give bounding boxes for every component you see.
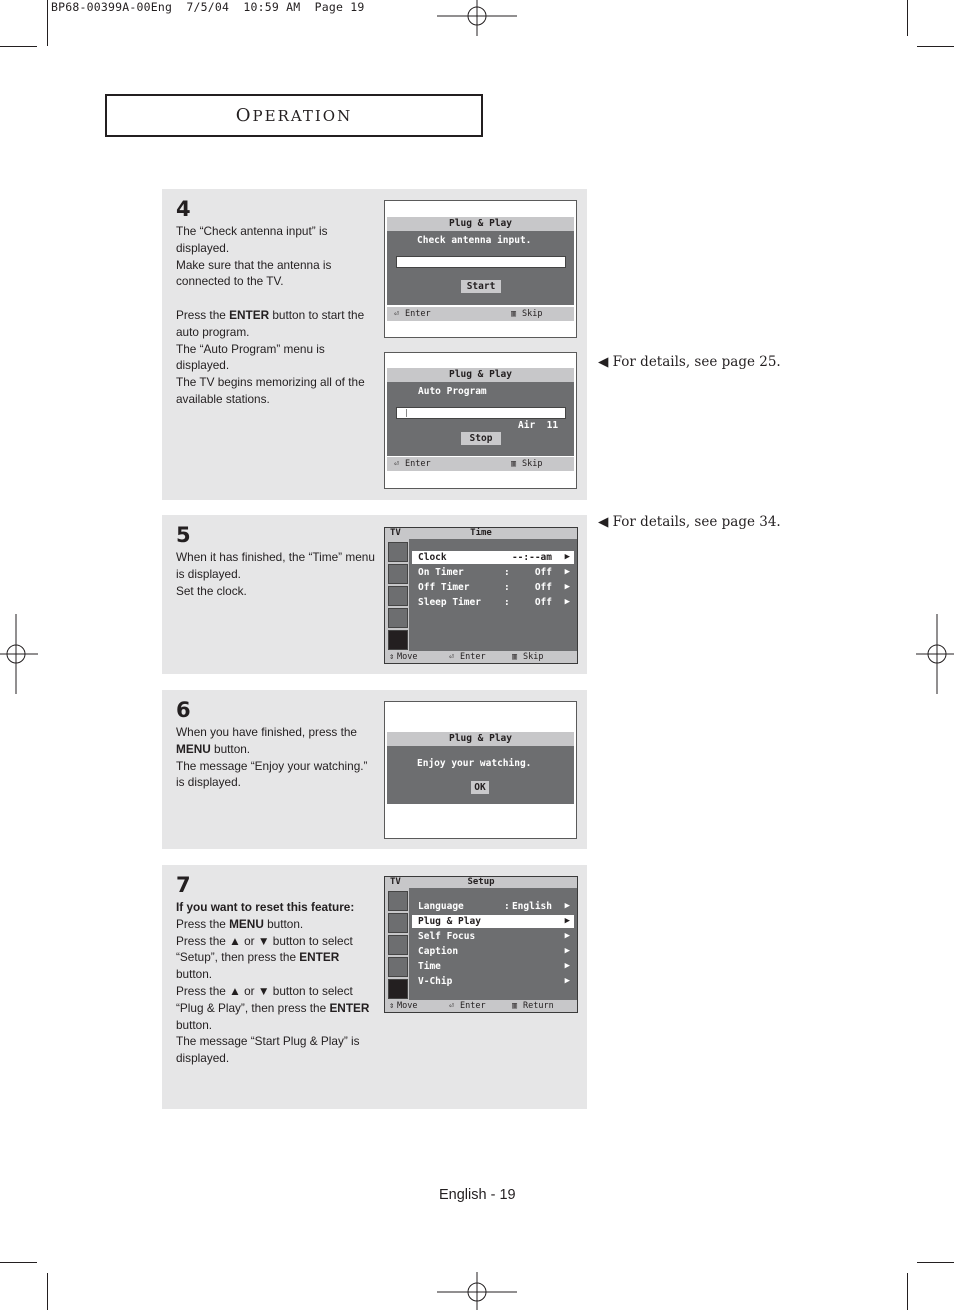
instruction-line: Make sure that the antenna is connected to the TV. xyxy=(176,257,332,289)
skip-icon: ▥ xyxy=(511,459,517,469)
menu-item-value: Off xyxy=(534,567,552,578)
osd-screen-auto-program xyxy=(384,352,577,489)
menu-item[interactable] xyxy=(412,900,574,913)
menu-item-value: Off xyxy=(534,582,552,593)
instruction-line: The “Check antenna input” is displayed. xyxy=(176,224,328,255)
ok-button[interactable]: OK xyxy=(471,781,489,794)
menu-footer xyxy=(385,651,577,663)
step-number: 7 xyxy=(176,873,191,897)
osd-message: Enjoy your watching. xyxy=(417,758,532,769)
menu-sidebar xyxy=(385,539,409,651)
step-instructions xyxy=(176,899,376,1067)
section-title: OPERATION xyxy=(235,105,353,126)
menu-item[interactable] xyxy=(412,566,574,579)
registration-mark-icon xyxy=(437,1272,517,1310)
page-number: English - 19 xyxy=(439,1187,516,1203)
menu-item[interactable] xyxy=(412,960,574,973)
menu-header xyxy=(385,877,577,888)
menu-item-separator: : xyxy=(504,901,510,912)
menu-item-separator: : xyxy=(504,582,510,593)
menu-header xyxy=(385,528,577,539)
menu-item[interactable] xyxy=(412,551,574,564)
step-number: 6 xyxy=(176,698,191,722)
instruction-line: The message “Enjoy your watching.” is displayed. xyxy=(176,758,368,790)
channel-icon[interactable] xyxy=(388,564,408,584)
antenna-icon[interactable] xyxy=(388,608,408,628)
move-icon: ⇕ xyxy=(389,652,395,662)
antenna-icon[interactable] xyxy=(388,957,408,977)
bold-term: MENU xyxy=(176,741,211,756)
footer-return-label: Return xyxy=(523,1001,554,1011)
menu-item-label: Self Focus xyxy=(418,931,476,942)
registration-mark-icon xyxy=(0,614,38,694)
tv-label: TV xyxy=(390,528,401,538)
crop-mark xyxy=(907,0,908,36)
crop-mark xyxy=(907,1273,908,1310)
chevron-right-icon: ▶ xyxy=(564,976,570,986)
instruction-line: Press the MENU button. xyxy=(176,916,304,931)
chevron-right-icon: ▶ xyxy=(564,901,570,911)
registration-mark-icon xyxy=(437,0,517,36)
footer-enter-label: Enter xyxy=(460,1001,486,1011)
step-number: 4 xyxy=(176,197,191,221)
osd-screen-enjoy xyxy=(384,701,577,839)
menu-title: Setup xyxy=(467,877,495,887)
registration-mark-icon xyxy=(916,614,954,694)
menu-item-value: --:--am xyxy=(511,552,552,563)
footer-enter-label: Enter xyxy=(405,309,431,319)
step-panel-4 xyxy=(162,189,587,500)
menu-sidebar xyxy=(385,888,409,1000)
progress-bar xyxy=(396,256,566,268)
chevron-right-icon: ▶ xyxy=(564,597,570,607)
step-instructions xyxy=(176,223,376,408)
bold-term: If you want to reset this feature: xyxy=(176,900,355,914)
osd-footer xyxy=(387,307,574,321)
menu-item[interactable] xyxy=(412,596,574,609)
picture-icon[interactable] xyxy=(388,542,408,562)
step-instructions xyxy=(176,724,376,791)
enter-icon: ⏎ xyxy=(394,309,400,319)
sound-icon[interactable] xyxy=(388,935,408,955)
crop-mark xyxy=(0,46,37,47)
footer-enter-label: Enter xyxy=(405,459,431,469)
print-slug: BP68-00399A-00Eng 7/5/04 10:59 AM Page 19 xyxy=(51,0,365,14)
return-icon: ▥ xyxy=(512,1001,518,1011)
instruction-line: Press the ENTER button to start the auto program. xyxy=(176,307,365,339)
menu-item[interactable] xyxy=(412,581,574,594)
chevron-right-icon: ▶ xyxy=(564,552,570,562)
osd-body xyxy=(387,746,574,804)
picture-icon[interactable] xyxy=(388,891,408,911)
chevron-right-icon: ▶ xyxy=(564,916,570,926)
instruction-line: The “Auto Program” menu is displayed. xyxy=(176,341,325,373)
start-button[interactable]: Start xyxy=(461,280,501,293)
crop-mark xyxy=(47,1273,48,1310)
channel-icon[interactable] xyxy=(388,913,408,933)
menu-item[interactable] xyxy=(412,915,574,928)
osd-body xyxy=(387,382,574,456)
page-reference-note: ◀ For details, see page 34. xyxy=(598,514,781,530)
menu-item-label: Plug & Play xyxy=(418,916,481,927)
setup-icon[interactable] xyxy=(388,630,408,650)
chevron-right-icon: ▶ xyxy=(564,582,570,592)
instruction-line: When you have finished, press the MENU button. xyxy=(176,725,357,756)
osd-title: Plug & Play xyxy=(387,217,574,231)
skip-icon: ▥ xyxy=(511,309,517,319)
instruction-line: Set the clock. xyxy=(176,583,247,598)
footer-skip-label: Skip xyxy=(522,459,543,469)
osd-message: Auto Program xyxy=(418,386,487,397)
menu-item-value: English xyxy=(511,901,552,912)
menu-item[interactable] xyxy=(412,975,574,988)
instruction-line: Press the ▲ or ▼ button to select “Setup”, then press the ENTER button. xyxy=(176,933,353,982)
menu-item[interactable] xyxy=(412,945,574,958)
step-number: 5 xyxy=(176,523,191,547)
chevron-right-icon: ▶ xyxy=(564,946,570,956)
menu-item-separator: : xyxy=(504,597,510,608)
tv-label: TV xyxy=(390,877,401,887)
menu-item-label: Caption xyxy=(418,946,459,957)
step-panel-6 xyxy=(162,690,587,849)
footer-move-label: Move xyxy=(397,652,418,662)
menu-item-value: Off xyxy=(534,597,552,608)
osd-message: Check antenna input. xyxy=(417,235,532,246)
move-icon: ⇕ xyxy=(389,1001,395,1011)
menu-footer xyxy=(385,1000,577,1012)
section-header xyxy=(105,94,483,137)
menu-item-label: Off Timer xyxy=(418,582,470,593)
menu-item-label: Language xyxy=(418,901,464,912)
footer-move-label: Move xyxy=(397,1001,418,1011)
enter-icon: ⏎ xyxy=(394,459,400,469)
bold-term: ENTER xyxy=(329,1000,370,1015)
crop-mark xyxy=(917,1262,954,1263)
osd-title: Plug & Play xyxy=(387,732,574,746)
crop-mark xyxy=(917,46,954,47)
menu-item-label: Sleep Timer xyxy=(418,597,481,608)
menu-item-label: Clock xyxy=(418,552,447,563)
bold-term: ENTER xyxy=(299,950,340,965)
bold-term: MENU xyxy=(229,916,264,931)
osd-footer xyxy=(387,457,574,471)
stop-button[interactable]: Stop xyxy=(461,432,501,445)
enter-icon: ⏎ xyxy=(449,1001,455,1011)
footer-skip-label: Skip xyxy=(522,309,543,319)
osd-title: Plug & Play xyxy=(387,368,574,382)
bold-term: ENTER xyxy=(229,307,270,322)
menu-item-label: V-Chip xyxy=(418,976,453,987)
instruction-line xyxy=(176,290,376,307)
instruction-line: The TV begins memorizing all of the available stations. xyxy=(176,375,365,406)
instruction-line: The message “Start Plug & Play” is displayed. xyxy=(176,1034,360,1066)
sound-icon[interactable] xyxy=(388,586,408,606)
progress-bar xyxy=(396,407,566,419)
skip-icon: ▥ xyxy=(512,652,518,662)
crop-mark xyxy=(0,1262,37,1263)
osd-menu-setup xyxy=(384,876,578,1013)
page-reference-note: ◀ For details, see page 25. xyxy=(598,354,781,370)
enter-icon: ⏎ xyxy=(449,652,455,662)
step-panel-5 xyxy=(162,515,587,674)
step-instructions xyxy=(176,549,376,599)
chevron-right-icon: ▶ xyxy=(564,931,570,941)
osd-menu-time xyxy=(384,527,578,664)
chevron-right-icon: ▶ xyxy=(564,961,570,971)
footer-enter-label: Enter xyxy=(460,652,486,662)
setup-icon[interactable] xyxy=(388,979,408,999)
chevron-right-icon: ▶ xyxy=(564,567,570,577)
osd-status: Air 11 xyxy=(518,420,559,431)
footer-skip-label: Skip xyxy=(523,652,544,662)
menu-item-label: Time xyxy=(418,961,441,972)
instruction-line: When it has finished, the “Time” menu is displayed. xyxy=(176,550,375,581)
menu-item[interactable] xyxy=(412,930,574,943)
step-panel-7 xyxy=(162,865,587,1109)
progress-fill xyxy=(398,409,407,417)
instruction-line: Press the ▲ or ▼ button to select “Plug & Play”, then press the ENTER button. xyxy=(176,983,370,1032)
crop-mark xyxy=(47,0,48,46)
osd-body xyxy=(387,231,574,305)
menu-title: Time xyxy=(470,528,492,538)
instruction-line xyxy=(176,899,376,916)
menu-item-separator: : xyxy=(504,567,510,578)
osd-screen-check-antenna xyxy=(384,200,577,338)
menu-item-label: On Timer xyxy=(418,567,464,578)
